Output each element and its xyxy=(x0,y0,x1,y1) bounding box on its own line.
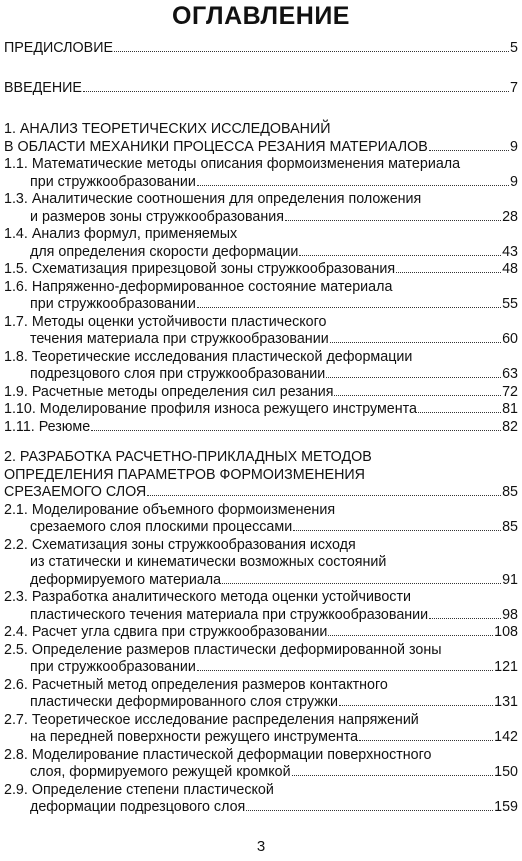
toc-entry-title: 2.4. Расчет угла сдвига при стружкообразовании xyxy=(4,624,328,640)
toc-entry-page: 48 xyxy=(502,261,518,277)
dot-leader xyxy=(83,80,509,92)
toc-entry-line xyxy=(4,782,518,800)
toc-entry-title: 1.8. Теоретические исследования пластической деформации xyxy=(4,348,413,365)
toc-entry-title: 1.10. Моделирование профиля износа режущего инструмента xyxy=(4,401,417,417)
dot-leader xyxy=(197,296,501,308)
toc-entry-title: 2.2. Схематизация зоны стружкообразования исходя xyxy=(4,536,356,553)
toc-entry[interactable] xyxy=(4,502,518,537)
toc-entry-title: 2.6. Расчетный метод определения размеров контактного xyxy=(4,676,388,693)
toc-entry-page: 72 xyxy=(502,383,518,400)
toc-entry[interactable] xyxy=(4,384,518,402)
toc-entry-line xyxy=(4,572,518,590)
toc-entry-line xyxy=(4,40,518,58)
toc-entry[interactable] xyxy=(4,279,518,314)
toc-entry-line xyxy=(4,467,518,485)
toc-entry[interactable] xyxy=(4,156,518,191)
toc-entry-line xyxy=(4,384,518,402)
toc-entry-page: 60 xyxy=(502,331,518,347)
dot-leader xyxy=(334,384,501,396)
toc-entry-page: 28 xyxy=(502,208,518,225)
toc-entry[interactable] xyxy=(4,782,518,817)
spacer xyxy=(4,58,518,80)
toc-entry-title: 2. РАЗРАБОТКА РАСЧЕТНО-ПРИКЛАДНЫХ МЕТОДОВ xyxy=(4,449,372,465)
toc-entry[interactable] xyxy=(4,401,518,419)
toc-entry-title: 2.9. Определение степени пластической xyxy=(4,781,274,798)
toc-entry-title: 1.11. Резюме xyxy=(4,418,91,435)
dot-leader xyxy=(328,624,493,636)
toc-entry-line xyxy=(4,729,518,747)
toc-entry-page: 142 xyxy=(494,729,518,745)
toc-entry-line xyxy=(4,244,518,262)
dot-leader xyxy=(197,659,493,671)
dot-leader xyxy=(285,209,501,221)
toc-entry[interactable] xyxy=(4,349,518,384)
dot-leader xyxy=(91,419,501,431)
toc-entry-title: деформации подрезцового слоя xyxy=(30,799,246,815)
toc-entry-title: 1.1. Математические методы описания формоизменения материала xyxy=(4,156,461,172)
toc-entry[interactable] xyxy=(4,642,518,677)
dot-leader xyxy=(222,572,501,584)
dot-leader xyxy=(292,764,494,776)
page-title: ОГЛАВЛЕНИЕ xyxy=(172,2,350,30)
toc-entry-title: ОПРЕДЕЛЕНИЯ ПАРАМЕТРОВ ФОРМОИЗМЕНЕНИЯ xyxy=(4,466,365,483)
toc-entry-title: СРЕЗАЕМОГО СЛОЯ xyxy=(4,484,147,500)
toc-entry-title: течения материала при стружкообразовании xyxy=(30,331,329,347)
toc-entry-page: 159 xyxy=(494,799,518,815)
toc-entry-title: 2.7. Теоретическое исследование распределения напряжений xyxy=(4,711,419,728)
dot-leader xyxy=(246,799,493,811)
toc-entry-line xyxy=(4,502,518,520)
toc-entry-line xyxy=(4,519,518,537)
toc-entry-title: 1.4. Анализ формул, применяемых xyxy=(4,226,238,242)
toc-entry-line xyxy=(4,331,518,349)
toc-entry-title: 1.9. Расчетные методы определения сил резания xyxy=(4,383,334,400)
toc-entry-line xyxy=(4,694,518,712)
toc-entry-page: 43 xyxy=(502,243,518,260)
toc-entry-line xyxy=(4,226,518,244)
toc-entry-line xyxy=(4,156,518,174)
toc-entry-line xyxy=(4,642,518,660)
toc-entry-page: 7 xyxy=(510,79,518,96)
toc-entry-line xyxy=(4,484,518,502)
toc-entry-title: 1.5. Схематизация прирезцовой зоны стружкообразования xyxy=(4,261,396,277)
toc-entry-line xyxy=(4,799,518,817)
dot-leader xyxy=(114,40,509,52)
toc-entry-title: подрезцового слоя при стружкообразовании xyxy=(30,366,326,382)
dot-leader xyxy=(299,244,501,256)
toc-entry-title: 1.6. Напряженно-деформированное состояние материала xyxy=(4,278,393,295)
toc-entry-title: пластически деформированного слоя стружки xyxy=(30,694,339,710)
toc-entry-title: пластического течения материала при стружкообразовании xyxy=(30,606,429,623)
toc-entry-line xyxy=(4,764,518,782)
toc-entry[interactable] xyxy=(4,121,518,156)
toc-entry-page: 121 xyxy=(494,659,518,675)
toc-entry-line xyxy=(4,589,518,607)
spacer xyxy=(4,436,518,449)
toc-entry-line xyxy=(4,401,518,419)
dot-leader xyxy=(326,366,501,378)
toc-entry-line xyxy=(4,554,518,572)
toc-entry-title: срезаемого слоя плоскими процессами xyxy=(30,519,293,535)
toc-entry-title: 1.7. Методы оценки устойчивости пластического xyxy=(4,313,327,330)
dot-leader xyxy=(147,484,501,496)
toc-entry-title: 1. АНАЛИЗ ТЕОРЕТИЧЕСКИХ ИССЛЕДОВАНИЙ xyxy=(4,121,331,137)
toc-entry-line xyxy=(4,677,518,695)
toc-entry-page: 9 xyxy=(510,138,518,155)
toc-entry-page: 63 xyxy=(502,366,518,382)
toc-entry-title: и размеров зоны стружкообразования xyxy=(30,208,284,225)
dot-leader xyxy=(330,331,501,343)
toc-entry-line xyxy=(4,349,518,367)
dot-leader xyxy=(418,401,501,413)
toc-entry-page: 5 xyxy=(510,40,518,56)
toc-entry-title: деформируемого материала xyxy=(30,571,222,588)
toc-entry-title: при стружкообразовании xyxy=(30,659,196,675)
toc-entry-title: на передней поверхности режущего инструмента xyxy=(30,729,359,745)
toc-entry[interactable] xyxy=(4,419,518,437)
toc-entry[interactable] xyxy=(4,261,518,279)
toc-entry-page: 85 xyxy=(502,484,518,500)
dot-leader xyxy=(359,729,493,741)
toc-entry-page: 82 xyxy=(502,418,518,435)
toc-entry[interactable] xyxy=(4,747,518,782)
toc-entry-line xyxy=(4,314,518,332)
dot-leader xyxy=(197,174,509,186)
toc-entry-page: 55 xyxy=(502,296,518,312)
toc-entry-title: 2.5. Определение размеров пластически деформированной зоны xyxy=(4,641,442,658)
toc-entry[interactable] xyxy=(4,537,518,590)
dot-leader xyxy=(429,139,509,151)
toc-entry[interactable] xyxy=(4,449,518,502)
dot-leader xyxy=(339,694,493,706)
toc-entry-page: 9 xyxy=(510,173,518,190)
toc-entry-line xyxy=(4,279,518,297)
toc-entry-page: 91 xyxy=(502,571,518,588)
toc-entry-page: 131 xyxy=(494,694,518,710)
toc-entry-line xyxy=(4,659,518,677)
toc-entry-line xyxy=(4,712,518,730)
toc-entry-line xyxy=(4,174,518,192)
toc-entry-page: 108 xyxy=(494,624,518,640)
toc-entry[interactable] xyxy=(4,80,518,98)
toc-entry[interactable] xyxy=(4,314,518,349)
toc-entry-title: из статически и кинематически возможных состояний xyxy=(30,554,387,570)
toc-entry[interactable] xyxy=(4,191,518,226)
toc-entry-line xyxy=(4,261,518,279)
toc-entry-title: В ОБЛАСТИ МЕХАНИКИ ПРОЦЕССА РЕЗАНИЯ МАТЕРИАЛОВ xyxy=(4,138,428,155)
toc-entry-title: ПРЕДИСЛОВИЕ xyxy=(4,40,114,56)
toc-entry-page: 150 xyxy=(494,764,518,780)
toc-entry-line xyxy=(4,209,518,227)
toc-entry[interactable] xyxy=(4,677,518,712)
toc-entry-title: 2.1. Моделирование объемного формоизменения xyxy=(4,501,336,518)
table-of-contents xyxy=(4,40,518,817)
toc-entry-title: для определения скорости деформации xyxy=(30,243,299,260)
toc-entry-title: при стружкообразовании xyxy=(30,296,196,312)
toc-entry-line xyxy=(4,121,518,139)
toc-entry-line xyxy=(4,80,518,98)
spacer xyxy=(4,97,518,121)
toc-entry[interactable] xyxy=(4,589,518,624)
dot-leader xyxy=(429,607,501,619)
toc-entry-line xyxy=(4,419,518,437)
toc-entry-title: 2.3. Разработка аналитического метода оценки устойчивости xyxy=(4,589,411,605)
toc-entry[interactable] xyxy=(4,226,518,261)
toc-entry-line xyxy=(4,191,518,209)
toc-entry-page: 85 xyxy=(502,519,518,535)
toc-entry-line xyxy=(4,449,518,467)
toc-entry-title: 2.8. Моделирование пластической деформации поверхностного xyxy=(4,746,432,763)
toc-entry-page: 81 xyxy=(502,401,518,417)
page-number: 3 xyxy=(256,838,266,855)
toc-entry-title: слоя, формируемого режущей кромкой xyxy=(30,764,291,780)
dot-leader xyxy=(396,261,501,273)
toc-entry[interactable] xyxy=(4,40,518,58)
toc-entry-line xyxy=(4,624,518,642)
toc-entry-line xyxy=(4,747,518,765)
toc-entry-page: 98 xyxy=(502,606,518,623)
toc-entry-line xyxy=(4,366,518,384)
toc-entry-line xyxy=(4,607,518,625)
toc-entry-title: 1.3. Аналитические соотношения для определения положения xyxy=(4,191,422,207)
toc-entry[interactable] xyxy=(4,712,518,747)
dot-leader xyxy=(293,519,501,531)
toc-entry-line xyxy=(4,537,518,555)
toc-entry-title: при стружкообразовании xyxy=(30,173,196,190)
toc-entry-line xyxy=(4,139,518,157)
toc-entry[interactable] xyxy=(4,624,518,642)
toc-entry-title: ВВЕДЕНИЕ xyxy=(4,79,82,96)
toc-entry-line xyxy=(4,296,518,314)
